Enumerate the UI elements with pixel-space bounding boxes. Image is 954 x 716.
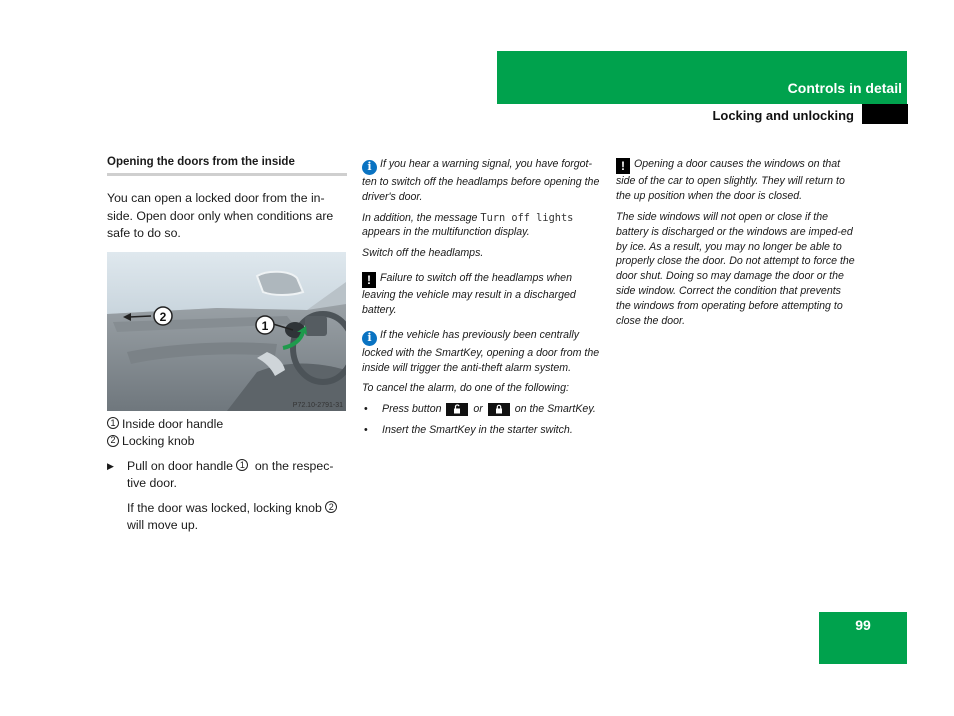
legend-label: Inside door handle — [122, 416, 224, 431]
lock-key-icon — [488, 403, 510, 416]
instruction-step — [107, 458, 347, 493]
info-note-headlamps: i If you hear a warning signal, you have forgot-ten to switch off the headlamps before opening the driver's door. — [362, 158, 600, 203]
column-2 — [362, 157, 602, 444]
legend-number: 2 — [107, 435, 119, 447]
intro-paragraph: You can open a locked door from the in-side. Open door only when conditions are safe to do so. — [107, 191, 334, 240]
warning-icon: ! — [362, 272, 376, 288]
figure-code: P72.10-2791-31 — [292, 401, 343, 409]
warning-windows: ! Opening a door causes the windows on that side of the car to open slightly. They will return to the up position when the door is closed. — [616, 158, 845, 203]
legend-label: Locking knob — [122, 434, 195, 448]
figure-legend — [107, 416, 347, 451]
callout-1-label: 1 — [261, 318, 269, 333]
door-interior-illustration — [107, 252, 346, 411]
switch-off-instruction: Switch off the headlamps. — [362, 247, 484, 260]
legend-number: 1 — [107, 417, 119, 429]
inline-number: 1 — [236, 459, 248, 471]
legend-item — [107, 416, 347, 434]
info-icon: i — [362, 160, 377, 175]
door-interior-figure — [107, 252, 346, 411]
page-number: 99 — [855, 617, 871, 633]
column-3 — [616, 157, 858, 334]
list-item: • Press button or on the SmartKey. — [362, 402, 602, 417]
section-tab-marker — [862, 104, 908, 124]
page-number-box — [819, 612, 907, 664]
section-heading: Opening the doors from the inside — [107, 156, 347, 176]
inline-number: 2 — [325, 501, 337, 513]
column-1 — [107, 156, 347, 535]
info-icon: i — [362, 331, 377, 346]
step-text: Pull on door handle 1 on the respec-tive door. — [127, 458, 334, 490]
legend-item — [107, 433, 347, 451]
display-message-note: In addition, the message Turn off lights appears in the multifunction display. — [362, 211, 574, 239]
chapter-header-band — [497, 51, 907, 104]
chapter-title: Controls in detail — [787, 80, 902, 96]
step-result: If the door was locked, locking knob 2 will move up. — [127, 500, 347, 535]
unlock-key-icon — [446, 403, 468, 416]
section-title: Locking and unlocking — [712, 108, 854, 123]
cancel-alarm-list — [362, 402, 602, 438]
callout-2-label: 2 — [159, 309, 167, 324]
windows-paragraph: The side windows will not open or close if the battery is discharged or the windows are imped-ed by ice. As a result, you may no longer be able to properly close the door. Do not attempt to force the door shut. Doing so may damage the door or the side window. Correct the condition that prevents the windows from operating before attempting to close the door. — [616, 211, 855, 327]
display-message-code: Turn off lights — [480, 211, 574, 224]
info-note-alarm: i If the vehicle has previously been centrally locked with the SmartKey, opening a door from the inside will trigger the anti-theft alarm system. — [362, 328, 600, 374]
list-item: • Insert the SmartKey in the starter switch. — [362, 423, 602, 438]
warning-battery: ! Failure to switch off the headlamps when leaving the vehicle may result in a discharged battery. — [362, 271, 576, 317]
warning-icon: ! — [616, 158, 630, 174]
cancel-alarm-intro: To cancel the alarm, do one of the following: — [362, 382, 569, 395]
triangle-bullet-icon: ▶ — [107, 460, 114, 471]
